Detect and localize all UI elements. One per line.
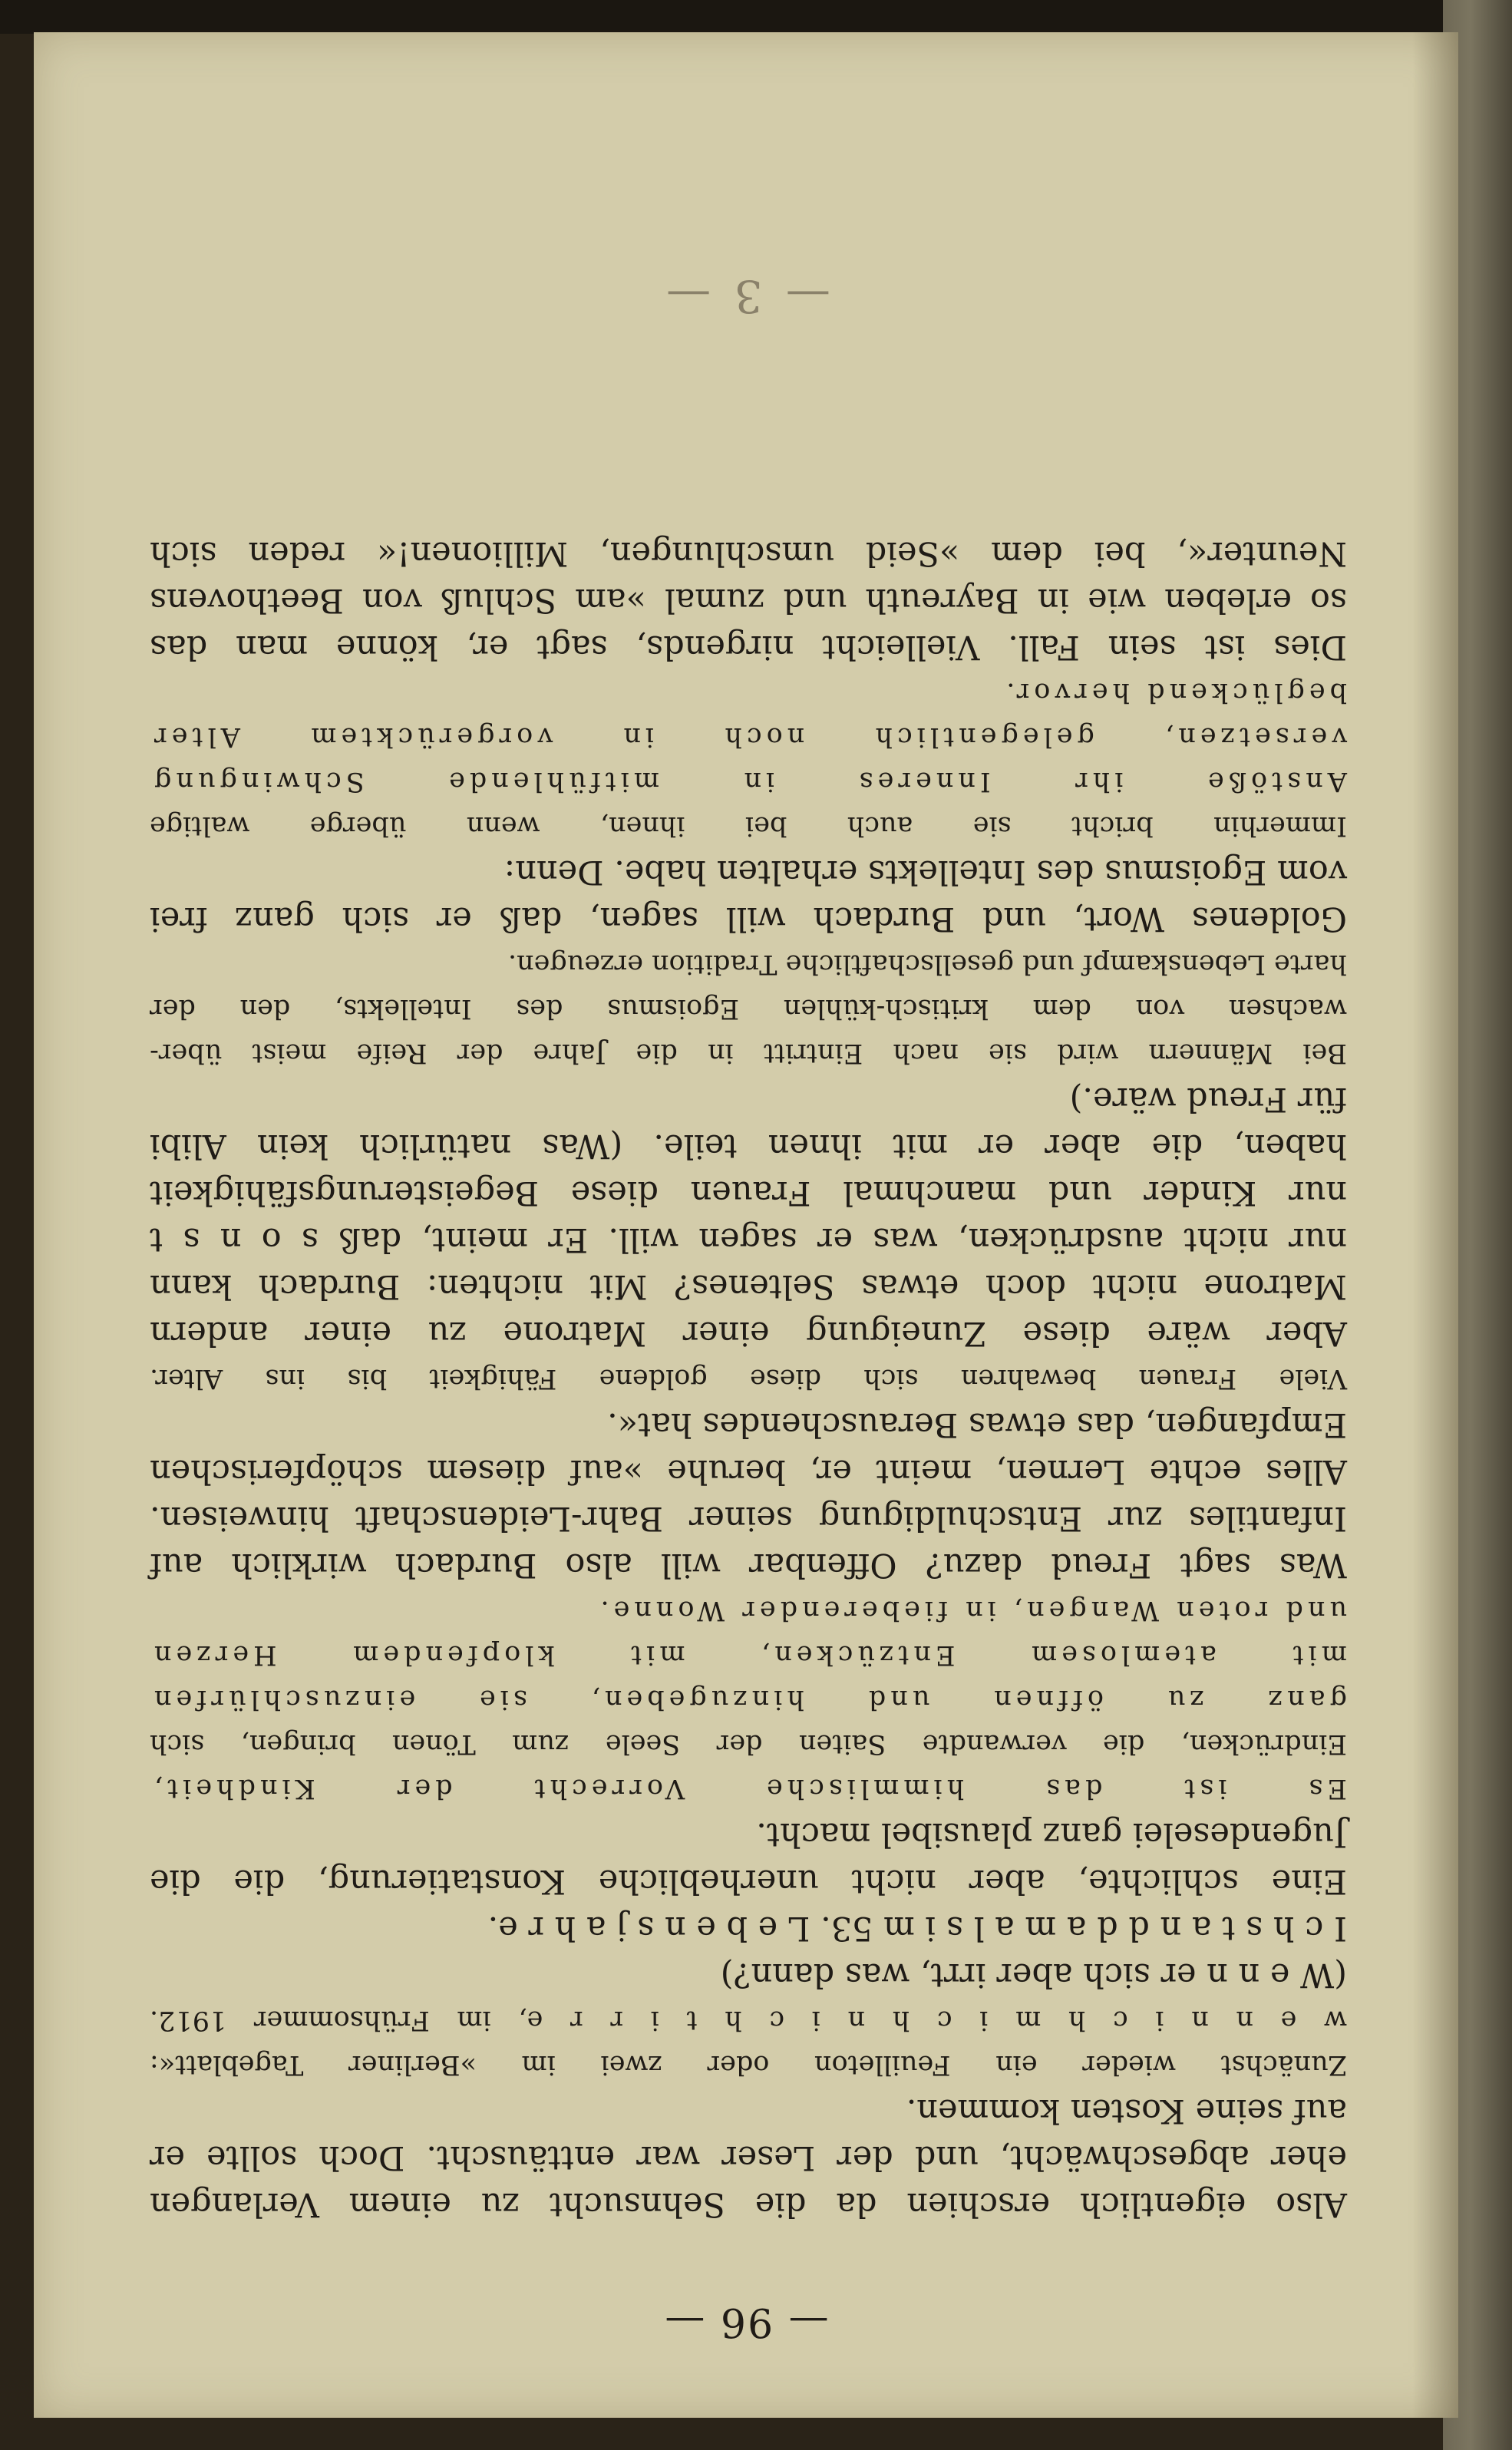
text-line: für Freud wäre.) <box>1069 1080 1347 1118</box>
text-line: mit atemlosem Entzücken, mit klopfendem Herzen <box>150 1639 1347 1670</box>
text-line: eher abgeschwächt, und der Leser war enttäuscht. Doch sollte er <box>150 2138 1347 2177</box>
text-line: Also eigentlich erschien da die Sehnsucht zu einem Verlangen <box>150 2185 1347 2224</box>
text-line: auf seine Kosten kommen. <box>906 2092 1347 2130</box>
text-line: harte Lebenskampf und gesellschaftliche Tradition erzeugen. <box>508 949 1347 979</box>
text-line: w e n n i c h m i c h n i c h t i r r e, im Frühsommer 1912. <box>150 2005 1347 2036</box>
paper-sheet <box>34 32 1458 2418</box>
body-text <box>150 530 1347 2227</box>
text-line: I c h s t a n d d a m a l s i m 53. L e b e n s j a h r e. <box>487 1909 1347 1947</box>
text-line: vom Egoismus des Intellekts erhalten habe. Denn: <box>503 853 1347 891</box>
text-line: Eine schlichte, aber nicht unerhebliche Konstatierung, die die <box>150 1862 1347 1900</box>
faded-page-mark: — 3 — <box>662 270 830 322</box>
text-line: nur nicht ausdrücken, was er sagen will. Er meint, daß s o n s t <box>150 1220 1347 1259</box>
text-line: Empfangen, das etwas Berauschendes hat«. <box>607 1405 1347 1444</box>
rotated-page-content <box>34 32 1458 2418</box>
text-line: Jugendeselei ganz plausibel macht. <box>756 1815 1347 1854</box>
text-line: Was sagt Freud dazu? Offenbar will also Burdach wirklich auf <box>150 1546 1347 1584</box>
text-line: beglückend hervor. <box>1002 677 1347 708</box>
text-line: Infantiles zur Entschuldigung seiner Bahr-Leidenschaft hinweisen. <box>150 1499 1347 1537</box>
text-line: haben, die aber er mit ihnen teile. (Was natürlich kein Alibi <box>150 1127 1347 1165</box>
text-line: Zunächst wieder ein Feuilleton oder zwei im »Berliner Tageblatt«: <box>150 2049 1347 2080</box>
text-line: Alles echte Lernen, meint er, beruhe »auf diesem schöpferischen <box>150 1452 1347 1491</box>
text-line: wachsen von dem kritisch-kühlen Egoismus des Intellekts, den der <box>150 993 1347 1024</box>
text-line: Immerhin bricht sie auch bei ihnen, wenn überge waltige <box>150 811 1347 841</box>
text-line: Viele Frauen bewahren sich diese goldene Fähigkeit bis ins Alter. <box>150 1363 1347 1394</box>
text-line: versetzen, gelegentlich noch in vorgerücktem Alter <box>150 721 1347 752</box>
scan-background-top <box>0 0 1512 34</box>
page-number: — 96 — <box>663 2299 829 2345</box>
text-line: so erleben wie in Bayreuth und zumal »am Schluß von Beethovens <box>150 581 1347 619</box>
text-line: Matrone nicht doch etwas Seltenes? Mit nichten: Burdach kann <box>150 1267 1347 1306</box>
text-line: und roten Wangen, in fieberender Wonne. <box>596 1595 1347 1626</box>
text-line: Aber wäre diese Zuneigung einer Matrone zu einer andern <box>150 1314 1347 1352</box>
text-line: Goldenes Wort, und Burdach will sagen, daß er sich ganz frei <box>150 900 1347 938</box>
text-line: Bei Männern wird sie nach Eintritt in die Jahre der Reife meist über- <box>150 1038 1347 1068</box>
text-line: ganz zu öffnen und hinzugeben, sie einzuschlürfen <box>150 1684 1347 1715</box>
text-line: Anstöße ihr Inneres in mitfühlende Schwingung <box>150 766 1347 797</box>
text-line: Eindrücken, die verwandte Saiten der Seele zum Tönen bringen, sich <box>150 1729 1347 1759</box>
text-line: nur Kinder und manchmal Frauen diese Begeisterungsfähigkeit <box>150 1174 1347 1212</box>
text-line: (W e n n er sich aber irrt, was dann?) <box>720 1956 1347 1994</box>
text-line: Neunter«, bei dem »Seid umschlungen, Millionen!« reden sich <box>150 534 1347 573</box>
text-line: Es ist das himmlische Vorrecht der Kindheit, <box>150 1773 1347 1804</box>
text-line: Dies ist sein Fall. Vielleicht nirgends, sagt er, könne man das <box>150 628 1347 666</box>
